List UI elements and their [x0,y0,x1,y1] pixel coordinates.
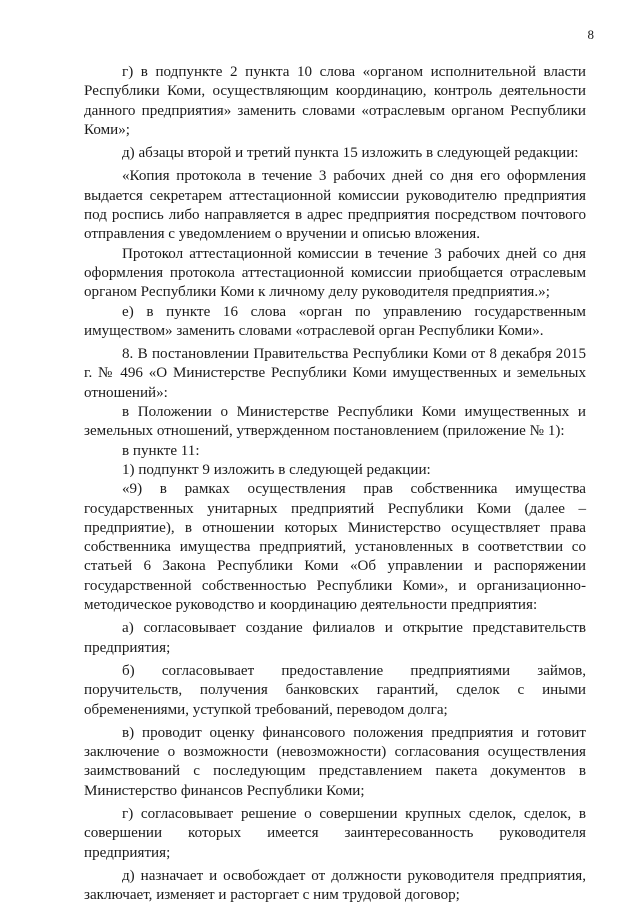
paragraph-subpoint-1: 1) подпункт 9 изложить в следующей редакции: [122,461,431,478]
paragraph-amendment-d: д) абзацы второй и третий пункта 15 изложить в следующей редакции: [122,145,579,162]
paragraph-item-8: 8. В постановлении Правительства Республики Коми от 8 декабря 2015 г. № 496 «О Министерстве Республики Коми имущественных и земельных отношений»: [84,346,586,401]
paragraph-amendment-e: е) в пункте 16 слова «орган по управлению государственным имуществом» заменить словами «отраслевой орган Республики Коми». [84,303,586,339]
paragraph-item-v: в) проводит оценку финансового положения предприятия и готовит заключение о возможности (невозможности) согласования осуществления заимствований с последующим представлением пакета документов в Министерство финансов Республики Коми; [84,724,586,799]
paragraph-quote-protocol-copy: «Копия протокола в течение 3 рабочих дней со дня его оформления выдается секретарем аттестационной комиссии руководителю предприятия под роспись либо направляется в адрес предприятия посредством почтового отправления с уведомлением о вручении и описью вложения. [84,168,586,243]
paragraph-regulation: в Положении о Министерстве Республики Коми имущественных и земельных отношений, утвержденном постановлением (приложение № 1): [84,404,586,440]
paragraph-item-a: а) согласовывает создание филиалов и открытие представительств предприятия; [84,620,586,656]
page-number: 8 [587,27,594,42]
document-body [84,63,586,905]
paragraph-item-g: г) согласовывает решение о совершении крупных сделок, сделок, в совершении которых имеется заинтересованность руководителя предприятия; [84,805,586,861]
paragraph-quote-protocol-file: Протокол аттестационной комиссии в течение 3 рабочих дней со дня оформления протокола аттестационной комиссии приобщается отраслевым органом Республики Коми к личному делу руководителя предприятия.»; [84,245,586,301]
paragraph-item-b: б) согласовывает предоставление предприятиями займов, поручительств, получения банковских гарантий, сделок с иными обременениями, уступкой требований, переводом долга; [84,662,586,718]
paragraph-point-11: в пункте 11: [122,442,200,459]
paragraph-amendment-g: г) в подпункте 2 пункта 10 слова «органом исполнительной власти Республики Коми, осуществляющим координацию, контроль деятельности данного предприятия» заменить словами «отраслевым органом Республики Коми»; [84,64,586,138]
paragraph-item-d: д) назначает и освобождает от должности руководителя предприятия, заключает, изменяет и расторгает с ним трудовой договор; [84,867,586,904]
paragraph-subpoint-9: «9) в рамках осуществления прав собственника имущества государственных унитарных предприятий Республики Коми (далее – предприятие), в отношении которых Министерство осуществляет права собственника имущества предприятий, установленных в соответствии со статьей 6 Закона Республики Коми «Об управлении и распоряжении государственной собственностью Республики Коми», и организационно-методическое руководство и координацию деятельности предприятия: [84,481,586,614]
